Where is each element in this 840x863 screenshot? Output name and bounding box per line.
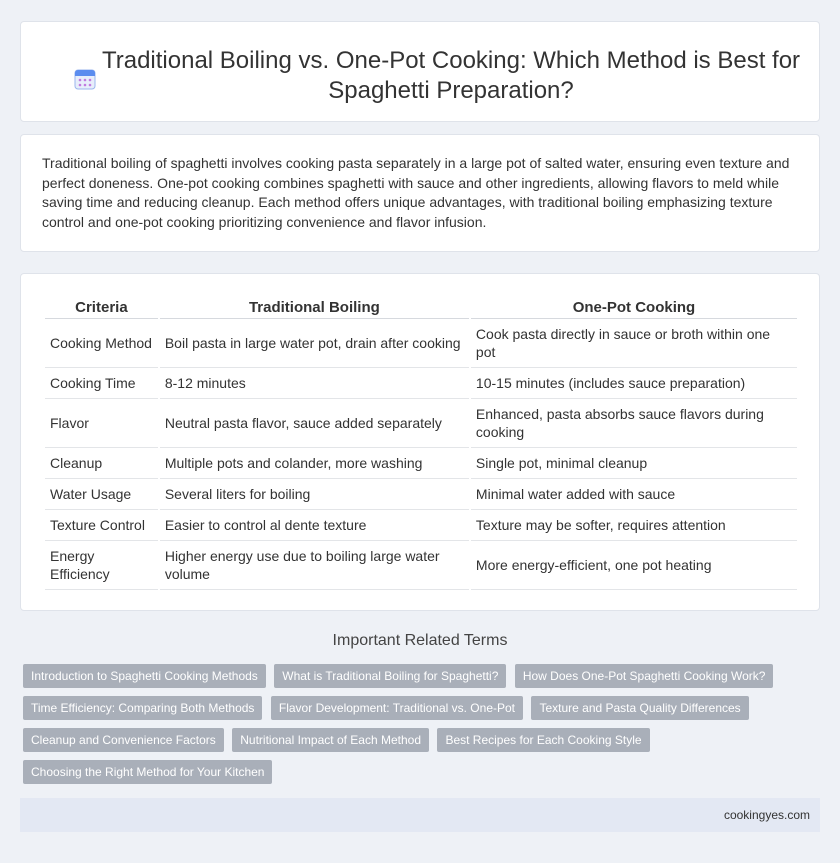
related-term-tag[interactable]: Best Recipes for Each Cooking Style: [437, 728, 649, 752]
comparison-table: [43, 295, 799, 590]
related-terms-title: Important Related Terms: [332, 632, 508, 649]
cell-criteria: Cooking Time: [45, 368, 158, 399]
table-row: [45, 448, 797, 479]
related-term-tag[interactable]: Introduction to Spaghetti Cooking Methods: [23, 664, 266, 688]
cell-criteria: Water Usage: [45, 479, 158, 510]
header-traditional-boiling: Traditional Boiling: [160, 295, 469, 319]
footer-site-link[interactable]: cookingyes.com: [723, 808, 810, 822]
cell-traditional: Boil pasta in large water pot, drain after cooking: [160, 319, 469, 368]
related-term-tag[interactable]: Cleanup and Convenience Factors: [23, 728, 224, 752]
related-term-tag[interactable]: Texture and Pasta Quality Differences: [531, 696, 748, 720]
comparison-table-card: [20, 273, 820, 611]
related-term-tag[interactable]: How Does One-Pot Spaghetti Cooking Work?: [515, 664, 774, 688]
cell-one-pot: Single pot, minimal cleanup: [471, 448, 797, 479]
related-term-tag[interactable]: Nutritional Impact of Each Method: [232, 728, 429, 752]
related-term-tag[interactable]: Time Efficiency: Comparing Both Methods: [23, 696, 262, 720]
related-terms-list: [23, 664, 823, 792]
table-header-row: [45, 295, 797, 319]
header-one-pot-cooking: One-Pot Cooking: [471, 295, 797, 319]
cell-traditional: Easier to control al dente texture: [160, 510, 469, 541]
header-criteria: Criteria: [45, 295, 158, 319]
cell-criteria: Cleanup: [45, 448, 158, 479]
cell-one-pot: Cook pasta directly in sauce or broth within one pot: [471, 319, 797, 368]
table-row: [45, 319, 797, 368]
intro-text: Traditional boiling of spaghetti involves cooking pasta separately in a large pot of salted water, ensuring even texture and perfect doneness. One-pot cooking combines spaghetti with sauce and other ingredients, allowing flavors to meld while saving time and reducing cleanup. Each method offers unique advantages, with traditional boiling emphasizing texture control and one-pot cooking prioritizing convenience and flavor infusion.: [42, 155, 790, 230]
cell-criteria: Energy Efficiency: [45, 541, 158, 590]
related-term-tag[interactable]: Choosing the Right Method for Your Kitchen: [23, 760, 272, 784]
cell-one-pot: 10-15 minutes (includes sauce preparation): [471, 368, 797, 399]
table-row: [45, 510, 797, 541]
cell-one-pot: More energy-efficient, one pot heating: [471, 541, 797, 590]
title-card: [20, 21, 820, 122]
cell-traditional: Several liters for boiling: [160, 479, 469, 510]
table-row: [45, 368, 797, 399]
table-row: [45, 479, 797, 510]
cell-one-pot: Texture may be softer, requires attention: [471, 510, 797, 541]
cell-criteria: Flavor: [45, 399, 158, 448]
cell-traditional: Neutral pasta flavor, sauce added separately: [160, 399, 469, 448]
cell-criteria: Cooking Method: [45, 319, 158, 368]
table-row: [45, 541, 797, 590]
cell-traditional: 8-12 minutes: [160, 368, 469, 399]
calendar-icon: [73, 67, 97, 91]
cell-traditional: Higher energy use due to boiling large water volume: [160, 541, 469, 590]
related-term-tag[interactable]: What is Traditional Boiling for Spaghetti?: [274, 664, 506, 688]
cell-one-pot: Minimal water added with sauce: [471, 479, 797, 510]
cell-traditional: Multiple pots and colander, more washing: [160, 448, 469, 479]
page-title: Traditional Boiling vs. One-Pot Cooking: Which Method is Best for Spaghetti Preparation?: [101, 47, 801, 104]
footer: [20, 798, 820, 832]
cell-one-pot: Enhanced, pasta absorbs sauce flavors during cooking: [471, 399, 797, 448]
table-row: [45, 399, 797, 448]
related-term-tag[interactable]: Flavor Development: Traditional vs. One-Pot: [271, 696, 523, 720]
intro-card: [20, 134, 820, 252]
cell-criteria: Texture Control: [45, 510, 158, 541]
